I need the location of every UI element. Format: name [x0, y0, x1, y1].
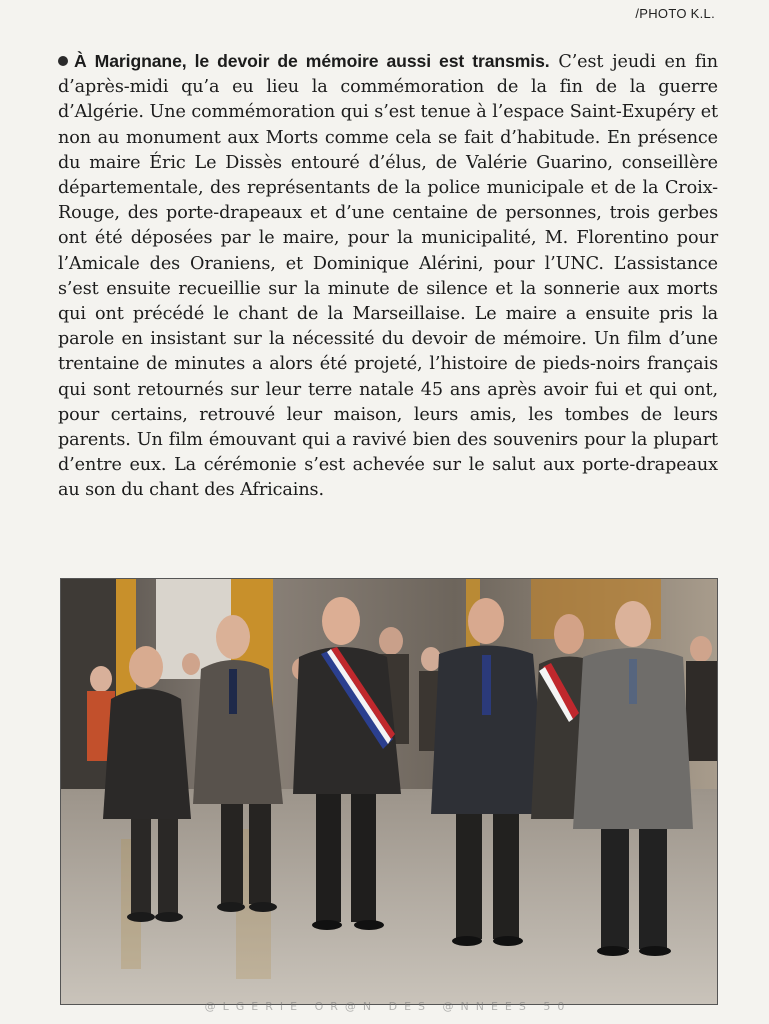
ceremony-photo [60, 578, 718, 1005]
article-headline: À Marignane, le devoir de mémoire aussi est transmis. [74, 51, 550, 71]
bullet-icon [58, 56, 68, 66]
article-paragraph [58, 49, 718, 504]
watermark: @LGERIE OR@N DES @NNEES 50 [204, 1000, 572, 1013]
article-body: C’est jeudi en fin d’après-midi qu’a eu lieu la commémoration de la fin de la guerre d’Algérie. Une commémoration qui s’est tenue à l’espace Saint-Exupéry et non au monument aux Morts comme cela se fait d’habitude. En présence du maire Éric Le Dissès entouré d’élus, de Valérie Guarino, conseillère départementale, des représentants de la police municipale et de la Croix-Rouge, des porte-drapeaux et d’une centaine de personnes, trois gerbes ont été déposées par le maire, pour la municipalité, M. Florentino pour l’Amicale des Oraniens, et Dominique Alérini, pour l’UNC. L’assistance s’est ensuite recueillie sur la minute de silence et la sonnerie aux morts qui ont précédé le chant de la Marseillaise. Le maire a ensuite pris la parole en insistant sur la nécessité du devoir de mémoire. Un film d’une trentaine de minutes a alors été projeté, l’histoire de pieds-noirs français qui sont retournés sur leur terre natale 45 ans après avoir fui et qui ont, pour certains, retrouvé leur maison, leurs amis, les tombes de leurs parents. Un film émouvant qui a ravivé bien des souvenirs pour la plupart d’entre eux. La cérémonie s’est achevée sur le salut aux porte-drapeaux au son du chant des Africains. [58, 52, 718, 501]
photo-credit: /PHOTO K.L. [635, 6, 715, 21]
